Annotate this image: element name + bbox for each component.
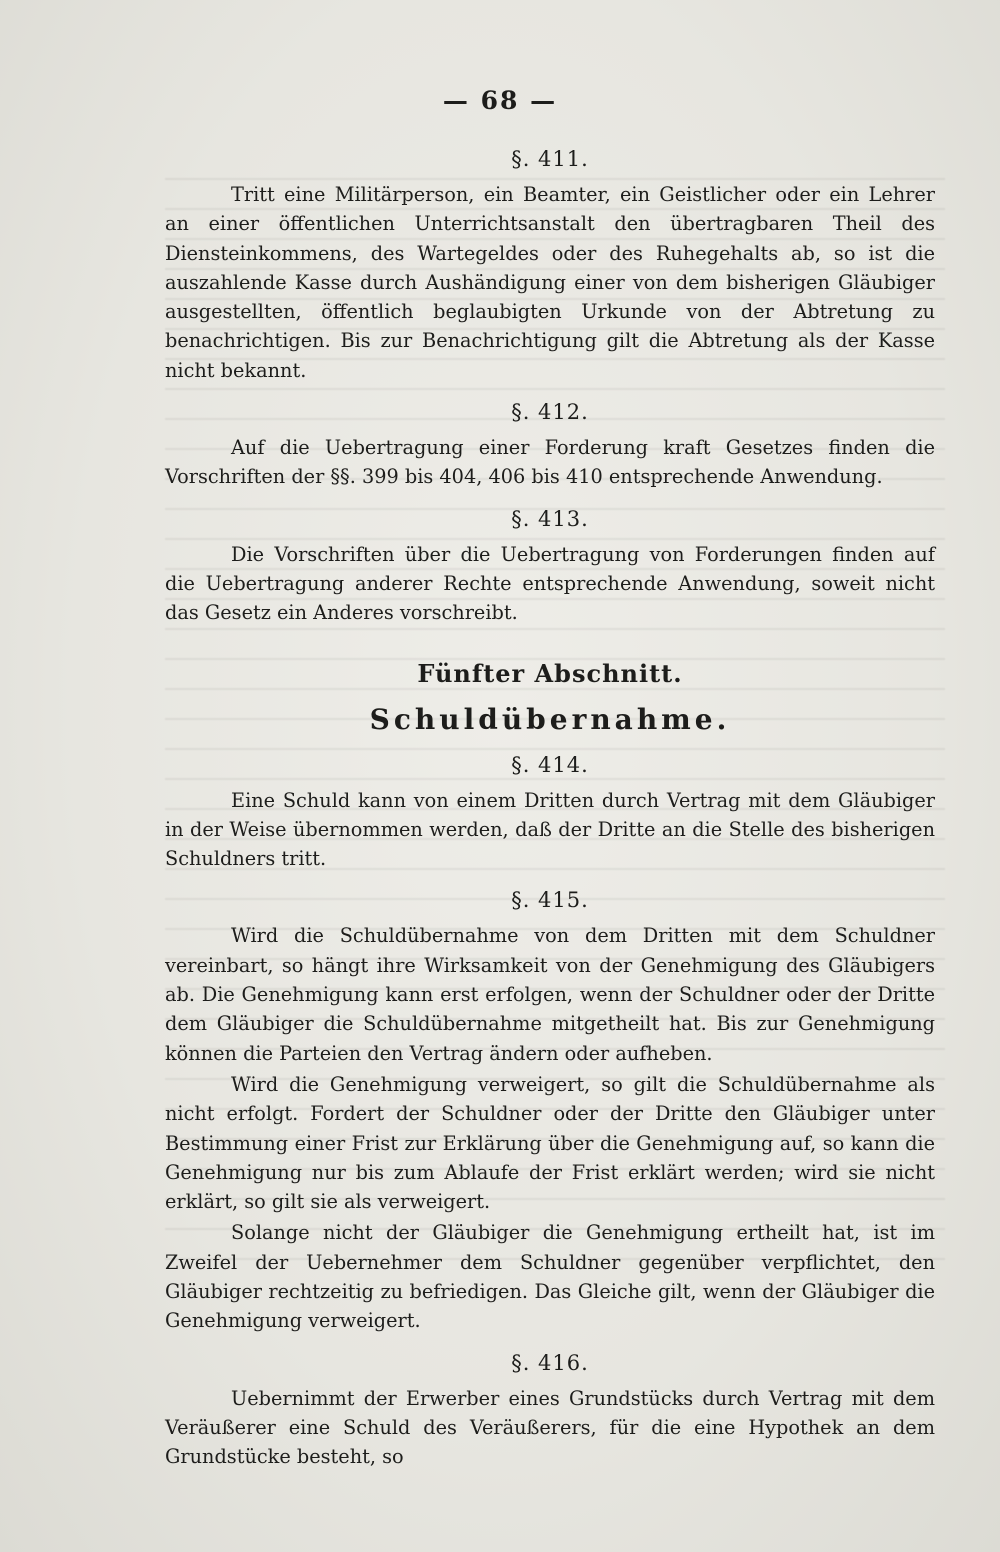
chapter-title: Fünfter Abschnitt. — [417, 658, 683, 688]
section-paragraph: Tritt eine Militärperson, ein Beamter, ein Geistlicher oder ein Lehrer an einer öffentlichen Unterrichtsanstalt den übertragbaren Theil des Diensteinkommens, des Wartegeldes oder des Ruhegehalts ab, so ist die auszahlende Kasse durch Aushändigung einer von dem bisherigen Gläubiger ausgestellten, öffentlich beglaubigten Urkunde von der Abtretung zu benachrichtigen. Bis zur Benachrichtigung gilt die Abtretung als der Kasse nicht bekannt. — [165, 183, 935, 382]
section-heading: §. 412. — [511, 400, 589, 425]
legal-section — [165, 1348, 935, 1472]
legal-section — [165, 750, 935, 874]
sections-before-chapter — [165, 144, 935, 628]
section-paragraph: Wird die Genehmigung verweigert, so gilt die Schuldübernahme als nicht erfolgt. Fordert der Schuldner oder der Dritte den Gläubiger unter Bestimmung einer Frist zur Erklärung über die Genehmigung auf, so kann die Genehmigung nur bis zum Ablaufe der Frist erklärt werden; wird sie nicht erklärt, so gilt sie als verweigert. — [165, 1072, 935, 1214]
section-heading: §. 416. — [511, 1350, 589, 1375]
legal-section — [165, 144, 935, 385]
section-heading: §. 415. — [511, 888, 589, 913]
page-content — [165, 140, 935, 1472]
section-heading: §. 413. — [511, 506, 589, 531]
section-paragraph: Solange nicht der Gläubiger die Genehmigung ertheilt hat, ist im Zweifel der Uebernehmer dem Schuldner gegenüber verpflichtet, den Gläubiger rechtzeitig zu befriedigen. Das Gleiche gilt, wenn der Gläubiger die Genehmigung verweigert. — [165, 1221, 935, 1333]
legal-section — [165, 885, 935, 1335]
sections-after-chapter — [165, 750, 935, 1472]
section-paragraph: Eine Schuld kann von einem Dritten durch Vertrag mit dem Gläubiger in der Weise übernommen werden, daß der Dritte an die Stelle des bisherigen Schuldners tritt. — [165, 788, 935, 871]
section-paragraph: Uebernimmt der Erwerber eines Grundstücks durch Vertrag mit dem Veräußerer eine Schuld des Veräußerers, für die eine Hypothek an dem Grundstücke besteht, so — [165, 1386, 935, 1469]
section-paragraph: Die Vorschriften über die Uebertragung von Forderungen finden auf die Uebertragung anderer Rechte entsprechende Anwendung, soweit nicht das Gesetz ein Anderes vorschreibt. — [165, 542, 935, 625]
page-number: — 68 — — [442, 86, 558, 115]
section-paragraph: Wird die Schuldübernahme von dem Dritten mit dem Schuldner vereinbart, so hängt ihre Wirksamkeit von der Genehmigung des Gläubigers ab. Die Genehmigung kann erst erfolgen, wenn der Schuldner oder der Dritte dem Gläubiger die Schuldübernahme mitgetheilt hat. Bis zur Genehmigung können die Parteien den Vertrag ändern oder aufheben. — [165, 924, 935, 1065]
chapter-subtitle: Schuldübernahme. — [369, 702, 731, 736]
section-heading: §. 414. — [511, 752, 589, 777]
section-paragraph: Auf die Uebertragung einer Forderung kraft Gesetzes finden die Vorschriften der §§. 399 bis 404, 406 bis 410 entsprechende Anwendung. — [165, 436, 935, 489]
section-heading: §. 411. — [511, 147, 589, 171]
legal-section — [165, 504, 935, 628]
legal-section — [165, 397, 935, 492]
